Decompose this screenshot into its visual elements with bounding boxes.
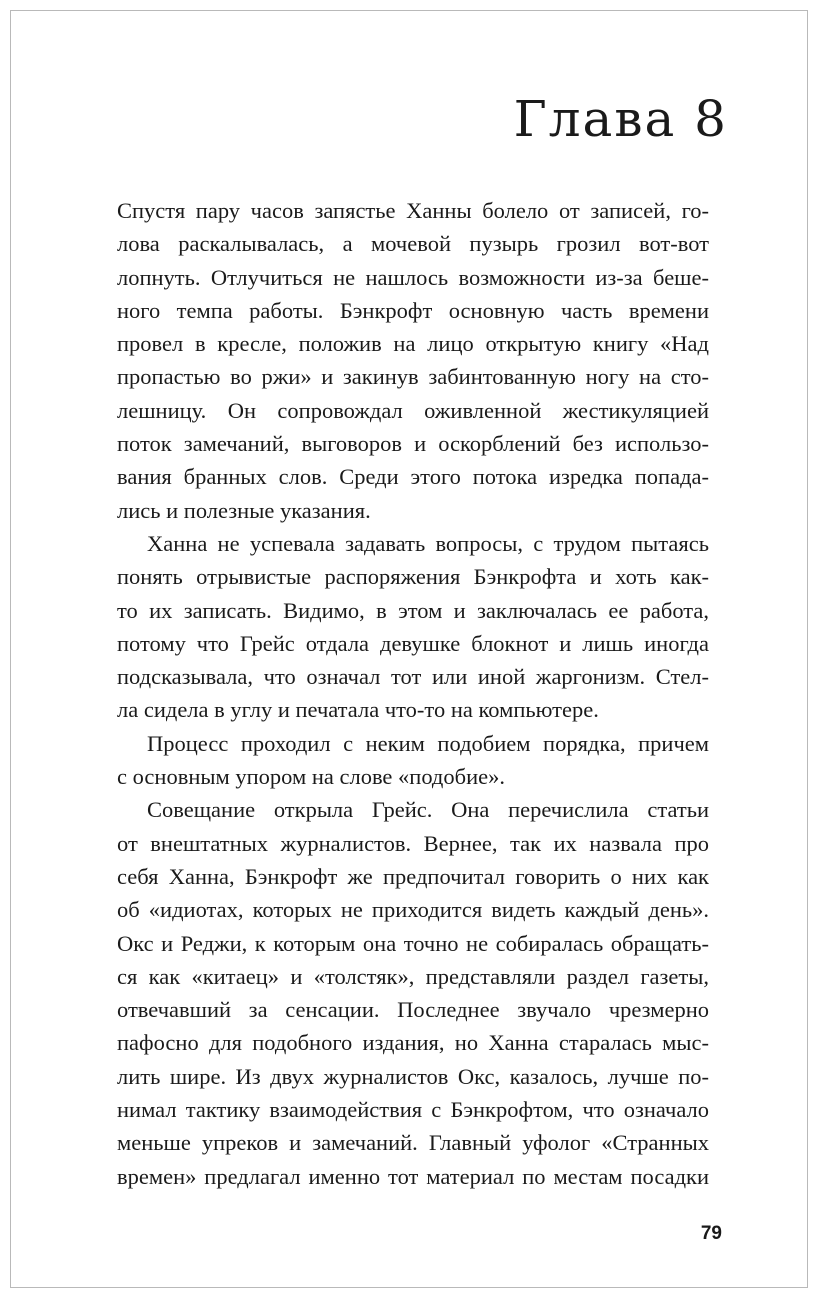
text-line: лешницу. Он сопровождал оживленной жестикуляцией [117,397,709,423]
text-line: себя Ханна, Бэнкрофт же предпочитал говорить о них как [117,863,709,889]
text-line: Окс и Реджи, к которым она точно не собиралась обращать- [117,930,709,956]
text-line: отвечавший за сенсации. Последнее звучало чрезмерно [117,997,709,1023]
text-line: Спустя пару часов запястье Ханны болело от записей, го- [117,198,709,223]
text-line: лова раскалывалась, а мочевой пузырь грозил вот-вот [117,231,709,257]
text-line: ла сидела в углу и печатала что-то на компьютере. [117,697,599,723]
body-text [117,194,709,1193]
book-page [10,10,808,1288]
text-line: вания бранных слов. Среди этого потока изредка попада- [117,464,709,490]
text-line: ного темпа работы. Бэнкрофт основную часть времени [117,297,709,323]
paragraph [117,793,709,1193]
text-line: лопнуть. Отлучиться не нашлось возможности из-за беше- [117,264,709,290]
page-number: 79 [700,1223,722,1244]
text-line: пропастью во ржи» и закинув забинтованную ногу на сто- [117,364,709,390]
paragraph [117,527,709,727]
text-line: с основным упором на слове «подобие». [117,764,505,790]
text-line: провел в кресле, положив на лицо открытую книгу «Над [117,331,709,357]
text-line: Процесс проходил с неким подобием порядка, причем [147,730,709,756]
text-line: поток замечаний, выговоров и оскорблений без использо- [117,431,709,457]
text-line: Совещание открыла Грейс. Она перечислила статьи [147,797,709,823]
chapter-title: Глава 8 [513,90,728,148]
text-line: времен» предлагал именно тот материал по местам посадки [117,1163,709,1189]
text-line: от внештатных журналистов. Вернее, так их назвала про [117,830,709,856]
text-line: лить шире. Из двух журналистов Окс, казалось, лучше по- [117,1063,709,1089]
text-line: Ханна не успевала задавать вопросы, с трудом пытаясь [147,530,709,556]
text-line: потому что Грейс отдала девушке блокнот и лишь иногда [117,630,709,656]
text-line: подсказывала, что означал тот или иной жаргонизм. Стел- [117,664,709,690]
text-line: ся как «китаец» и «толстяк», представляли раздел газеты, [117,963,709,989]
paragraph [117,194,709,527]
text-line: понять отрывистые распоряжения Бэнкрофта и хоть как- [117,564,709,590]
paragraph [117,727,709,794]
text-line: лись и полезные указания. [117,497,371,523]
text-line: нимал тактику взаимодействия с Бэнкрофтом, что означало [117,1097,709,1123]
text-line: то их записать. Видимо, в этом и заключалась ее работа, [117,597,709,623]
text-line: об «идиотах, которых не приходится видеть каждый день». [117,897,709,923]
text-line: пафосно для подобного издания, но Ханна старалась мыс- [117,1030,709,1056]
text-line: меньше упреков и замечаний. Главный уфолог «Странных [117,1130,709,1156]
